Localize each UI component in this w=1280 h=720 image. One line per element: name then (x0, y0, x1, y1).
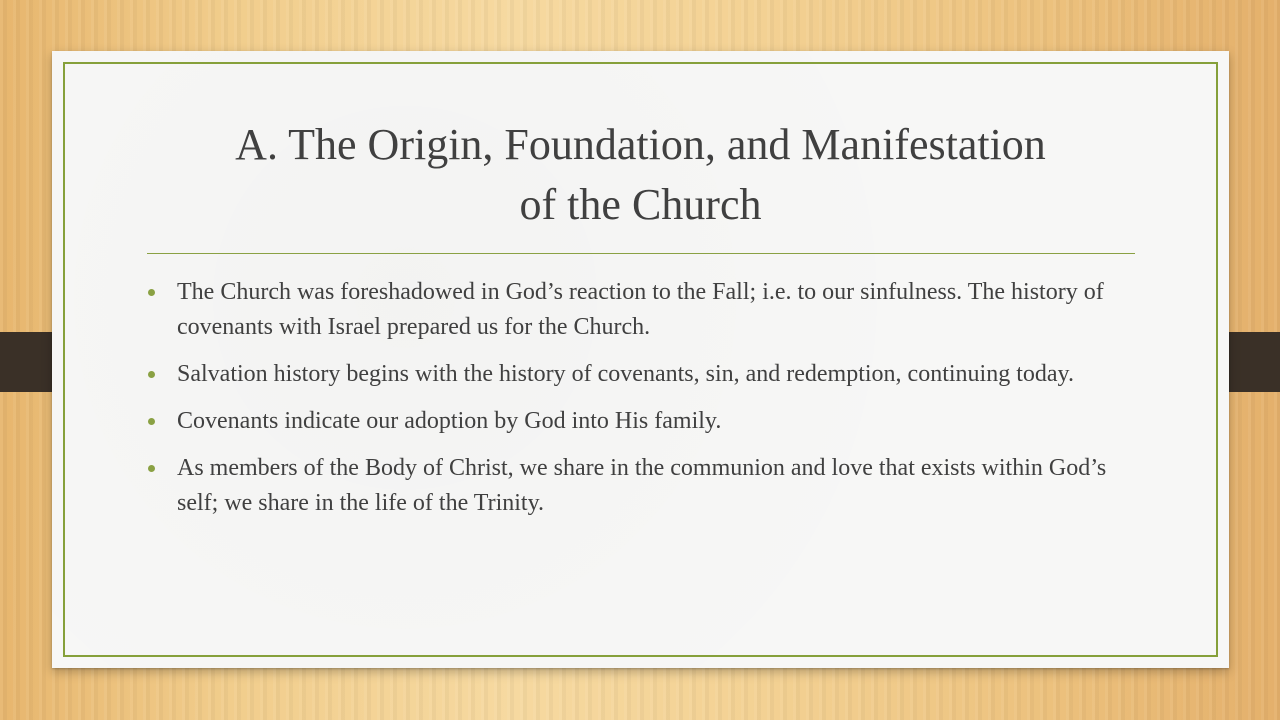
bullet-item (144, 451, 1134, 521)
bullet-text: Salvation history begins with the history of covenants, sin, and redemption, continuing today. (177, 361, 1074, 387)
bullet-list (144, 275, 1134, 533)
bullet-dot-icon (148, 371, 155, 378)
bullet-item (144, 404, 1134, 439)
bullet-item (144, 357, 1134, 392)
title-divider (147, 253, 1135, 254)
bullet-item (144, 275, 1134, 345)
bullet-text: Covenants indicate our adoption by God into His family. (177, 408, 722, 434)
slide-title-line-2: of the Church (519, 180, 762, 229)
bullet-dot-icon (148, 289, 155, 296)
bullet-dot-icon (148, 465, 155, 472)
slide-title (52, 115, 1229, 235)
slide-title-line-1: A. The Origin, Foundation, and Manifestation (235, 120, 1046, 169)
slide-paper (52, 51, 1229, 668)
bullet-text: The Church was foreshadowed in God’s reaction to the Fall; i.e. to our sinfulness. The history of covenants with Israel prepared us for the Church. (177, 279, 1104, 340)
bullet-text: As members of the Body of Christ, we share in the communion and love that exists within God’s self; we share in the life of the Trinity. (177, 455, 1107, 516)
bullet-dot-icon (148, 418, 155, 425)
